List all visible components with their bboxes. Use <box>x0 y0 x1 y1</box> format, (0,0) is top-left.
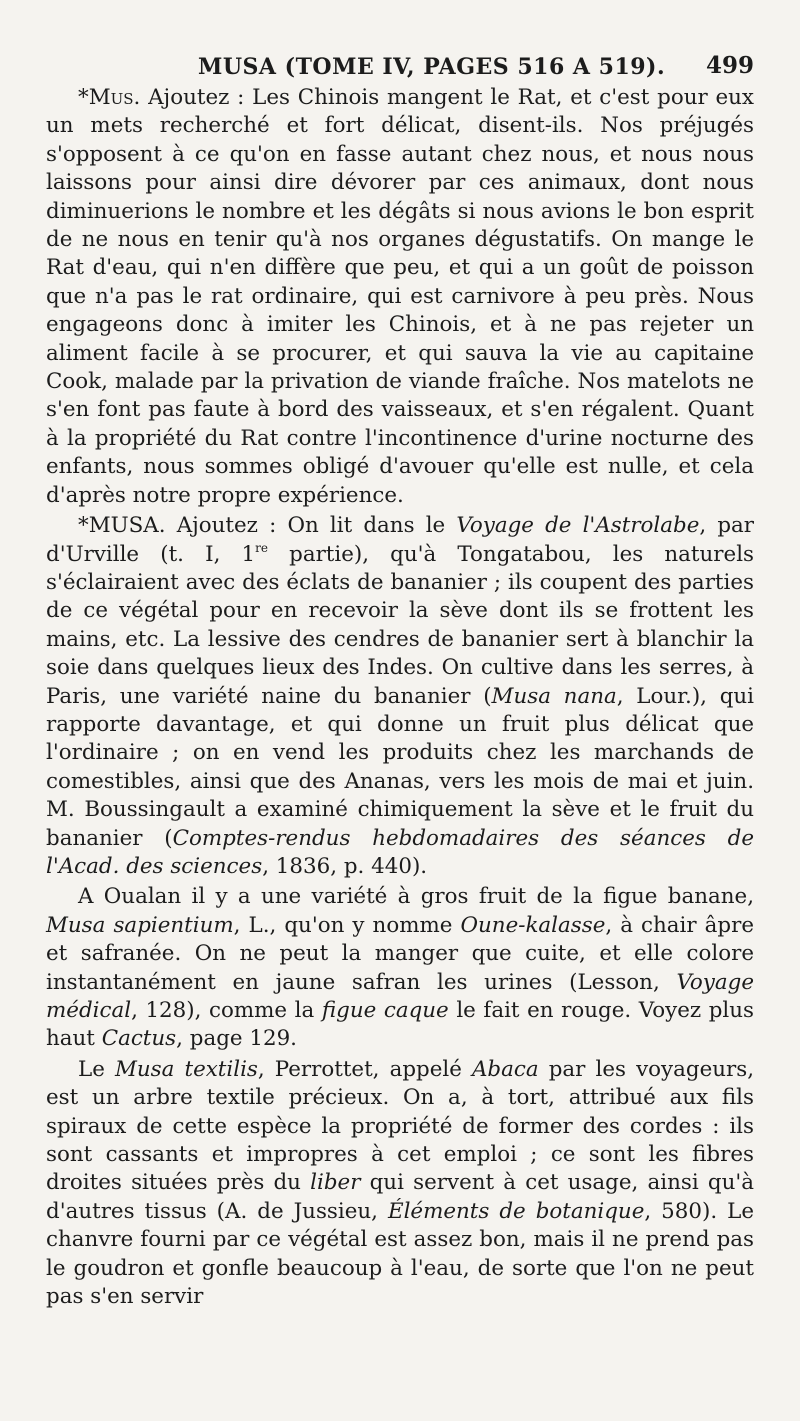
italic-text: Voyage de l'Astrolabe <box>456 513 700 539</box>
superscript: re <box>255 540 268 555</box>
text-run: Le <box>78 1056 115 1082</box>
text-run: , 128), comme la <box>131 998 322 1023</box>
text-run: , L., qu'on y nomme <box>233 912 461 938</box>
italic-text: Musa sapientium <box>46 912 234 938</box>
page-number: 499 <box>705 52 754 79</box>
italic-text: liber <box>310 1170 361 1196</box>
entry-heading: *Mus. <box>78 85 149 110</box>
text-run: , 580). Le chanvre fourni par ce végétal est assez bon, mais il ne prend pas le goudron et gonfle beaucoup à l'eau, de sorte que l'on ne peut pas s'en servir <box>46 1198 754 1310</box>
text-run: le fait en rouge. Voyez plus haut <box>46 998 754 1052</box>
text-run: , Perrottet, appelé <box>257 1056 472 1082</box>
italic-text: figue caque <box>321 998 449 1023</box>
italic-text: Comptes-rendus hebdomadaires des séances de l'Acad. des sciences <box>46 825 754 879</box>
italic-text: Abaca <box>471 1056 539 1082</box>
text-run: Ajoutez : Les Chinois mangent le Rat, et c'est pour eux un mets recherché et fort délicat, disent-ils. Nos préjugés s'opposent à ce qu'on en fasse autant chez nous, et nous nous laissons pour ainsi dire dévorer par ces animaux, dont nous diminuerions le nombre et les dégâts si nous avions le bon esprit de ne nous en tenir qu'à nos organes dégustatifs. On mange le Rat d'eau, qui n'en diffère que peu, et qui a un goût de poisson que n'a pas le rat ordinaire, qui est carnivore à peu près. Nous engageons donc à imiter les Chinois, et à ne pas rejeter un aliment facile à se procurer, et qui sauva la vie au capitaine Cook, malade par la privation de viande fraîche. Nos matelots ne s'en font pas faute à bord des vaisseaux, et s'en régalent. Quant à la propriété du Rat contre l'incontinence d'urine nocturne des enfants, nous sommes obligé d'avouer qu'elle est nulle, et cela d'après notre propre expérience. <box>46 85 754 508</box>
italic-text: Musa textilis <box>114 1056 258 1082</box>
italic-text: Cactus <box>101 1026 177 1052</box>
text-run: partie), qu'à Tongatabou, les naturels s'éclairaient avec des éclats de bananier ; ils coupent des parties de ce végétal pour en recevoir la sève dont ils se frottent les mains, etc. La lessive des cendres de bananier sert à blanchir la soie dans quelques lieux des Indes. On cultive dans les serres, à Paris, une variété naine du bananier ( <box>46 541 755 709</box>
italic-text: Musa nana <box>491 683 617 709</box>
running-title: MUSA (TOME IV, PAGES 516 A 519). <box>198 54 666 80</box>
text-run: qui servent à cet usage, ainsi qu'à d'autres tissus (A. de Jussieu, <box>46 1170 754 1224</box>
page-header <box>0 48 800 82</box>
italic-text: Éléments de botanique <box>387 1198 645 1224</box>
text-run: , à chair âpre et safranée. On ne peut la manger que cuite, et elle colore instantanément en jaune safran les urines (Lesson, <box>46 912 754 995</box>
text-run: par les voyageurs, est un arbre textile précieux. On a, à tort, attribué aux fils spiraux de cette espèce la propriété de former des cordes : ils sont cassants et impropres à cet emploi ; ce sont les fibres droites situées près du <box>46 1056 755 1196</box>
entry-heading: *MUSA. <box>78 513 177 539</box>
paragraph-musa-textilis <box>46 1056 754 1312</box>
text-run: , 1836, p. 440). <box>262 853 428 879</box>
paragraph-oualan <box>46 883 754 1053</box>
italic-text: Oune-kalasse <box>460 912 606 938</box>
text-run: , Lour.), qui rapporte davantage, et qui donne un fruit plus délicat que l'ordinaire ; on en vend les produits chez les marchands de comestibles, ainsi que des Ananas, vers les mois de mai et juin. M. Boussingault a examiné chimiquement la sève et le fruit du bananier ( <box>46 683 754 851</box>
text-run: , par d'Urville (t. I, 1 <box>46 513 754 567</box>
page-body <box>46 84 754 1311</box>
paragraph-mus <box>46 84 754 510</box>
italic-text: Voyage médical <box>46 969 754 1023</box>
paragraph-musa <box>46 512 754 881</box>
text-run: , page 129. <box>176 1026 297 1052</box>
text-run: A Oualan il y a une variété à gros fruit de la figue banane, <box>78 884 754 910</box>
text-run: Ajoutez : On lit dans le <box>176 513 457 539</box>
